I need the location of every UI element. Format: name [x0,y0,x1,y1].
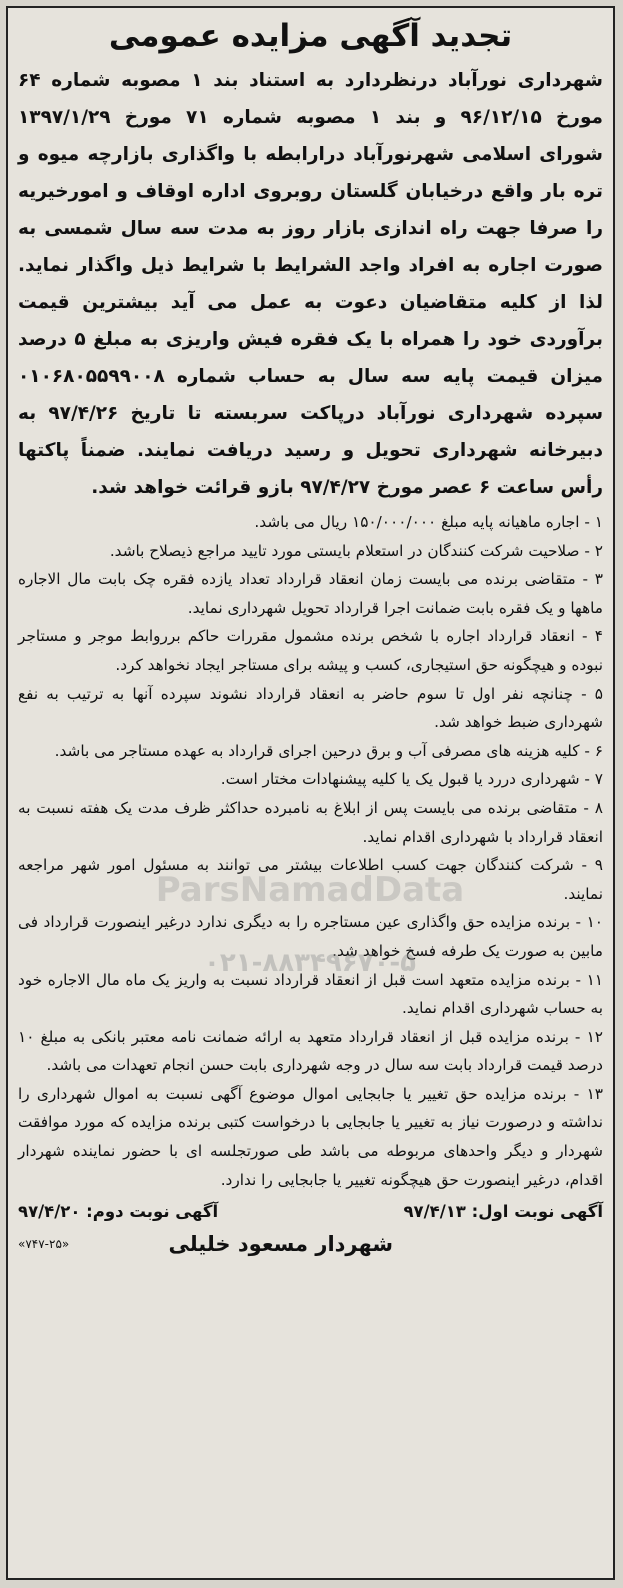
condition-item: ۸ - متقاضی برنده می بایست پس از ابلاغ به نامبرده حداکثر ظرف مدت یک هفته نسبت به انعقاد قرارداد با شهرداری اقدام نماید. [18,798,603,846]
notice-title: تجدید آگهی مزایده عمومی [108,18,513,54]
condition-item: ۲ - صلاحیت شرکت کنندگان در استعلام بایستی مورد تایید مراجع ذیصلاح باشد. [109,541,603,560]
conditions-list [18,508,603,1194]
condition-item: ۷ - شهرداری دررد یا قبول یک یا کلیه پیشنهادات مختار است. [220,770,603,789]
mayor-signature: شهردار مسعود خلیلی [168,1232,393,1257]
signature-row [18,1228,603,1260]
watermark-text: ParsNamadData [155,870,465,910]
notice-code: «۷۴۷-۲۵» [18,1237,70,1252]
condition-item: ۴ - انعقاد قرارداد اجاره با شخص برنده مشمول مقررات حاکم برروابط موجر و مستاجر نبوده و هیچگونه حق استیجاری، کسب و پیشه برای مستاجر ایجاد نخواهد کرد. [18,627,603,674]
condition-item: ۱۰ - برنده مزایده حق واگذاری عین مستاجره را به دیگری ندارد درغیر اینصورت قرارداد فی مابین به صورت یک طرفه فسخ خواهد شد. [18,913,603,960]
second-notice-date: آگهی نوبت دوم: ۹۷/۴/۲۰ [18,1202,219,1222]
condition-item: ۱۲ - برنده مزایده قبل از انعقاد قرارداد متعهد به ارائه ضمانت نامه معتبر بانکی به مبلغ ۱۰ درصد قیمت قرارداد بابت سه سال در وجه شهرداری بابت حسن انجام تعهدات می باشد. [18,1027,603,1075]
notice-page [6,6,615,1580]
condition-item: ۶ - کلیه هزینه های مصرفی آب و برق درحین اجرای قرارداد به عهده مستاجر می باشد. [54,741,603,760]
notice-dates [18,1198,603,1226]
condition-item: ۵ - چنانچه نفر اول تا سوم حاضر به انعقاد قرارداد نشوند سپرده آنها به ترتیب به نفع شهرداری ضبط خواهد شد. [18,684,603,732]
condition-item: ۱۳ - برنده مزایده حق تغییر یا جابجایی اموال موضوع آگهی نسبت به اموال شهرداری را نداشته و درصورت نیاز به تغییر یا جابجایی با درخواست کتبی برنده مزایده که مورد موافقت شهردار و دیگر واحدهای مربوطه می باشد طی صورتجلسه ای با حضور نماینده شهردار اقدام، درغیر اینصورت حق هیچگونه تغییر یا جابجایی را ندارد. [18,1084,603,1189]
watermark-phone: ۰۲۱-۸۸۳۴۹۶۷۰-۵ [203,948,416,978]
condition-item: ۱ - اجاره ماهیانه پایه مبلغ ۱۵۰/۰۰۰/۰۰۰ ریال می باشد. [254,513,603,531]
condition-item: ۹ - شرکت کنندگان جهت کسب اطلاعات بیشتر می توانند به مسئول امور شهر مراجعه نمایند. [18,856,603,903]
first-notice-date: آگهی نوبت اول: ۹۷/۴/۱۳ [403,1202,603,1222]
condition-item: ۱۱ - برنده مزایده متعهد است قبل از انعقاد قرارداد نسبت به واریز یک ماه مال الاجاره خود به حساب شهرداری اقدام نماید. [18,970,603,1018]
condition-item: ۳ - متقاضی برنده می بایست زمان انعقاد قرارداد تعداد یازده فقره چک بابت مال الاجاره ماهها و یک فقره بابت ضمانت اجرا قرارداد تحویل شهرداری نماید. [18,570,603,617]
notice-intro: شهرداری نورآباد درنظردارد به استناد بند ۱ مصوبه شماره ۶۴ مورخ ۹۶/۱۲/۱۵ و بند ۱ مصوبه شماره ۷۱ مورخ ۱۳۹۷/۱/۲۹ شورای اسلامی شهرنورآباد درارابطه با واگذاری بازارچه میوه و تره بار واقع درخیابان گلستان روبروی اداره اوقاف و امورخیریه را صرفا جهت راه اندازی بازار روز به مدت سه سال شمسی به صورت اجاره به افراد واجد الشرایط با شرایط ذیل واگذار نماید. لذا از کلیه متقاضیان دعوت به عمل می آید بیشترین قیمت برآوردی خود را همراه با یک فقره فیش واریزی به مبلغ ۵ درصد میزان قیمت پایه سه سال به حساب شماره ۰۱۰۶۸۰۵۵۹۹۰۰۸ سپرده شهرداری نورآباد درپاکت سربسته تا تاریخ ۹۷/۴/۲۶ به دبیرخانه شهرداری تحویل و رسید دریافت نمایند. ضمناً پاکتها رأس ساعت ۶ عصر مورخ ۹۷/۴/۲۷ بازو قرائت خواهد شد. [18,70,604,498]
